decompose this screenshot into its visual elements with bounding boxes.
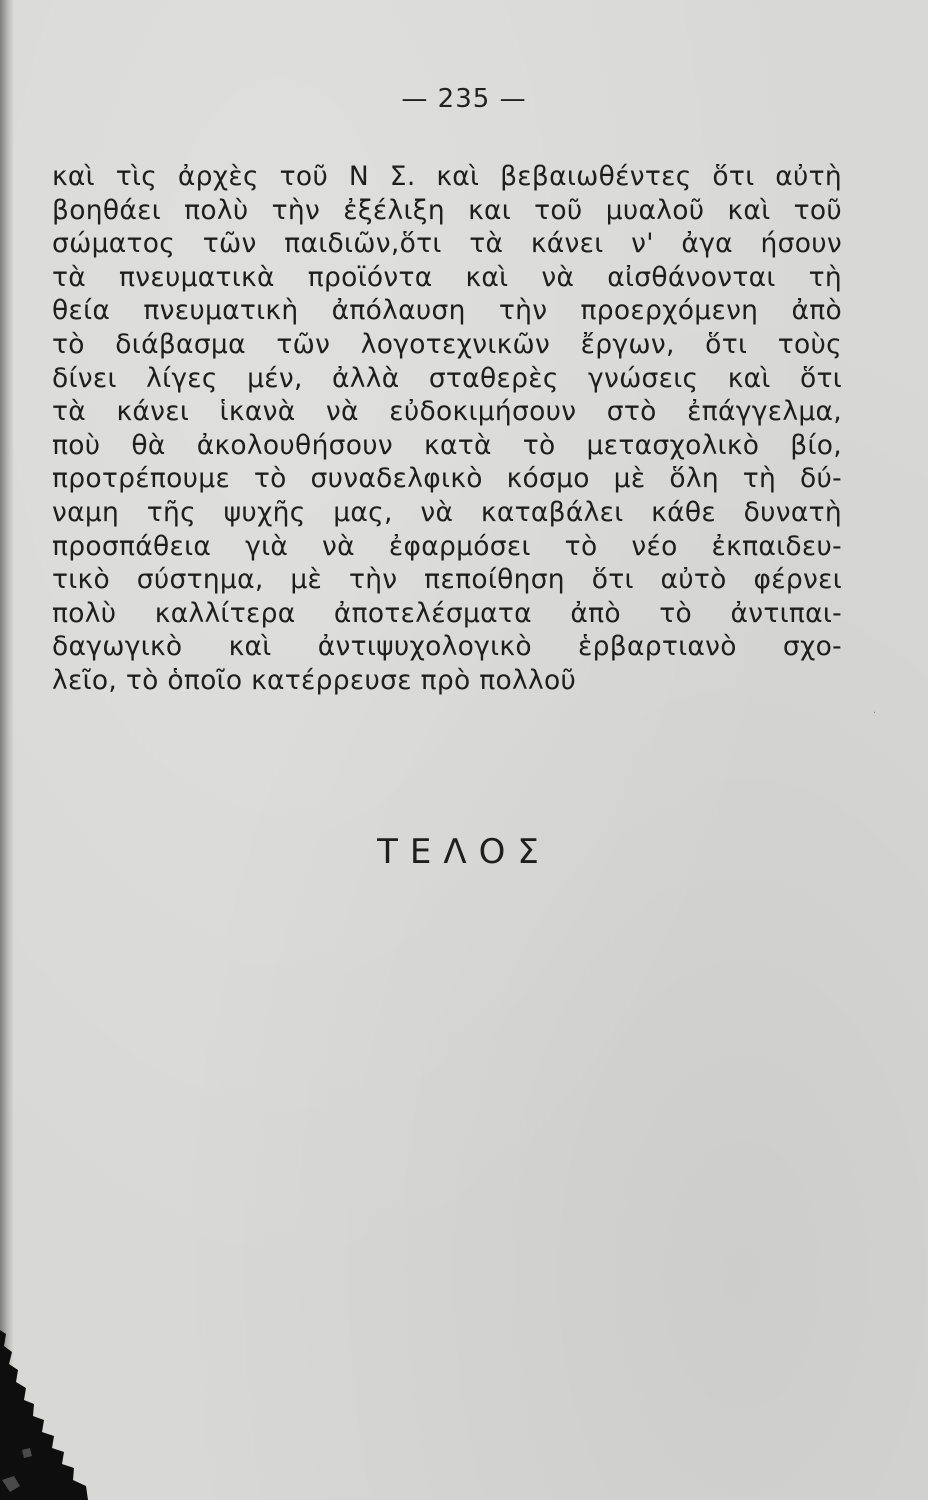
paper-speck: · <box>873 708 877 719</box>
torn-corner <box>0 1330 110 1500</box>
text-line: δίνει λίγες μέν, ἀλλὰ σταθερὲς γνώσεις καὶ ὅτι <box>52 362 842 394</box>
text-line: καὶ τὶς ἀρχὲς τοῦ Ν Σ. καὶ βεβαιωθέντες ὅτι αὐτὴ <box>52 161 842 192</box>
page-number: — 235 — <box>401 84 527 114</box>
text-line: πολὺ καλλίτερα ἀποτελέσματα ἀπὸ τὸ ἀντιπαι- <box>52 597 842 629</box>
text-line: βοηθάει πολὺ τὴν ἐξέλιξη και τοῦ μυαλοῦ καὶ τοῦ <box>52 194 842 226</box>
binding-shadow <box>0 0 14 1500</box>
the-end-heading: ΤΕΛΟΣ <box>377 832 551 872</box>
torn-corner-shape <box>0 1330 88 1500</box>
text-line: τὸ διάβασμα τῶν λογοτεχνικῶν ἔργων, ὅτι τοὺς <box>52 328 842 360</box>
text-line: προσπάθεια γιὰ νὰ ἐφαρμόσει τὸ νέο ἐκπαιδευ- <box>52 530 842 562</box>
text-line: θεία πνευματικὴ ἀπόλαυση τὴν προερχόμενη ἀπὸ <box>52 295 842 327</box>
text-line-last: λεῖο, τὸ ὁποῖο κατέρρευσε πρὸ πολλοῦ <box>52 664 577 696</box>
text-line: τικὸ σύστημα, μὲ τὴν πεποίθηση ὅτι αὐτὸ φέρνει <box>52 564 842 596</box>
text-line: προτρέπουμε τὸ συναδελφικὸ κόσμο μὲ ὅλη τὴ δύ- <box>52 463 842 495</box>
text-line: ναμη τῆς ψυχῆς μας, νὰ καταβάλει κάθε δυνατὴ <box>52 496 842 528</box>
body-text <box>52 160 842 698</box>
text-line: σώματος τῶν παιδιῶν,ὅτι τὰ κάνει ν' ἀγα ήσουν <box>52 228 842 260</box>
text-line: δαγωγικὸ καὶ ἀντιψυχολογικὸ ἑρβαρτιανὸ σχο- <box>52 631 842 663</box>
text-line: τὰ κάνει ἱκανὰ νὰ εὐδοκιμήσουν στὸ ἐπάγγελμα, <box>52 396 842 428</box>
text-line: ποὺ θὰ ἀκολουθήσουν κατὰ τὸ μετασχολικὸ βίο, <box>52 429 842 461</box>
text-line: τὰ πνευματικὰ προϊόντα καὶ νὰ αἰσθάνονται τὴ <box>52 261 842 293</box>
